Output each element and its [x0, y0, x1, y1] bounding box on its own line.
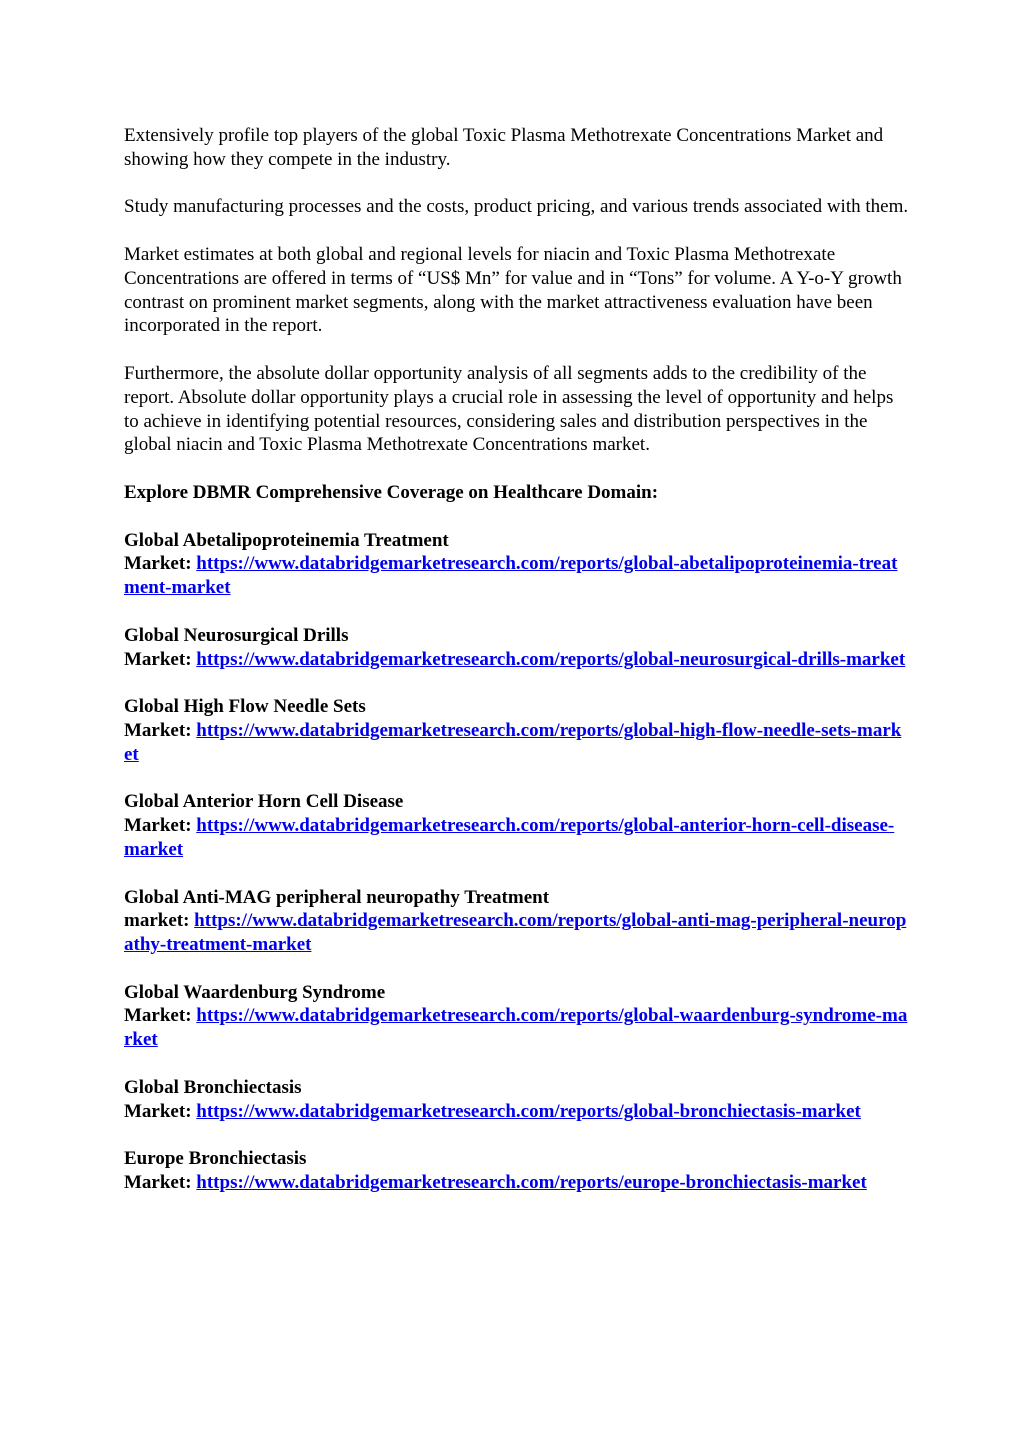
report-entry [124, 886, 909, 957]
report-entry [124, 790, 909, 861]
report-title: Global High Flow Needle Sets [124, 696, 366, 718]
intro-paragraph: Extensively profile top players of the global Toxic Plasma Methotrexate Concentrations Market and showing how they compete in the industry. [124, 125, 884, 170]
report-label: Market: [124, 553, 192, 575]
report-link[interactable]: https://www.databridgemarketresearch.com/reports/global-neurosurgical-drills-market [196, 648, 906, 670]
report-entry [124, 1076, 909, 1124]
report-title: Global Anterior Horn Cell Disease [124, 791, 404, 813]
report-link[interactable]: https://www.databridgemarketresearch.com/reports/europe-bronchiectasis-market [196, 1172, 867, 1194]
report-link[interactable]: https://www.databridgemarketresearch.com/reports/global-waardenburg-syndrome-market [124, 1005, 908, 1051]
document-page [124, 124, 909, 1219]
report-label: Market: [124, 815, 192, 837]
intro-paragraph: Market estimates at both global and regional levels for niacin and Toxic Plasma Methotrexate Concentrations are offered in terms of “US$ Mn” for value and in “Tons” for volume. A Y-o-Y growth contrast on prominent market segments, along with the market attractiveness evaluation have been incorporated in the report. [124, 243, 902, 337]
report-entry [124, 529, 909, 600]
intro-paragraph: Study manufacturing processes and the costs, product pricing, and various trends associated with them. [124, 196, 909, 218]
report-link[interactable]: https://www.databridgemarketresearch.com/reports/global-abetalipoproteinemia-treatment-market [124, 553, 898, 599]
report-title: Europe Bronchiectasis [124, 1148, 307, 1170]
report-title: Global Bronchiectasis [124, 1076, 302, 1098]
report-title: Global Neurosurgical Drills [124, 624, 349, 646]
report-entry [124, 624, 909, 672]
report-label: Market: [124, 1005, 192, 1027]
report-link[interactable]: https://www.databridgemarketresearch.com/reports/global-anti-mag-peripheral-neuropathy-treatment-market [124, 910, 907, 956]
report-label: Market: [124, 719, 192, 741]
report-label: Market: [124, 1172, 192, 1194]
report-link[interactable]: https://www.databridgemarketresearch.com/reports/global-anterior-horn-cell-disease-market [124, 815, 895, 860]
report-link[interactable]: https://www.databridgemarketresearch.com/reports/global-high-flow-needle-sets-market [124, 719, 902, 765]
report-label: Market: [124, 1100, 192, 1122]
report-label: market: [124, 910, 190, 932]
report-title: Global Anti-MAG peripheral neuropathy Treatment [124, 886, 550, 908]
report-label: Market: [124, 648, 192, 670]
report-entry [124, 695, 909, 766]
report-title: Global Abetalipoproteinemia Treatment [124, 529, 449, 551]
report-link[interactable]: https://www.databridgemarketresearch.com/reports/global-bronchiectasis-market [196, 1100, 861, 1122]
section-heading: Explore DBMR Comprehensive Coverage on Healthcare Domain: [124, 481, 659, 503]
intro-paragraph: Furthermore, the absolute dollar opportunity analysis of all segments adds to the credibility of the report. Absolute dollar opportunity plays a crucial role in assessing the level of opportunity and helps to achieve in identifying potential resources, considering sales and distribution perspectives in the global niacin and Toxic Plasma Methotrexate Concentrations market. [124, 362, 894, 456]
report-entry [124, 1147, 909, 1195]
report-entry [124, 981, 909, 1052]
report-title: Global Waardenburg Syndrome [124, 981, 386, 1003]
